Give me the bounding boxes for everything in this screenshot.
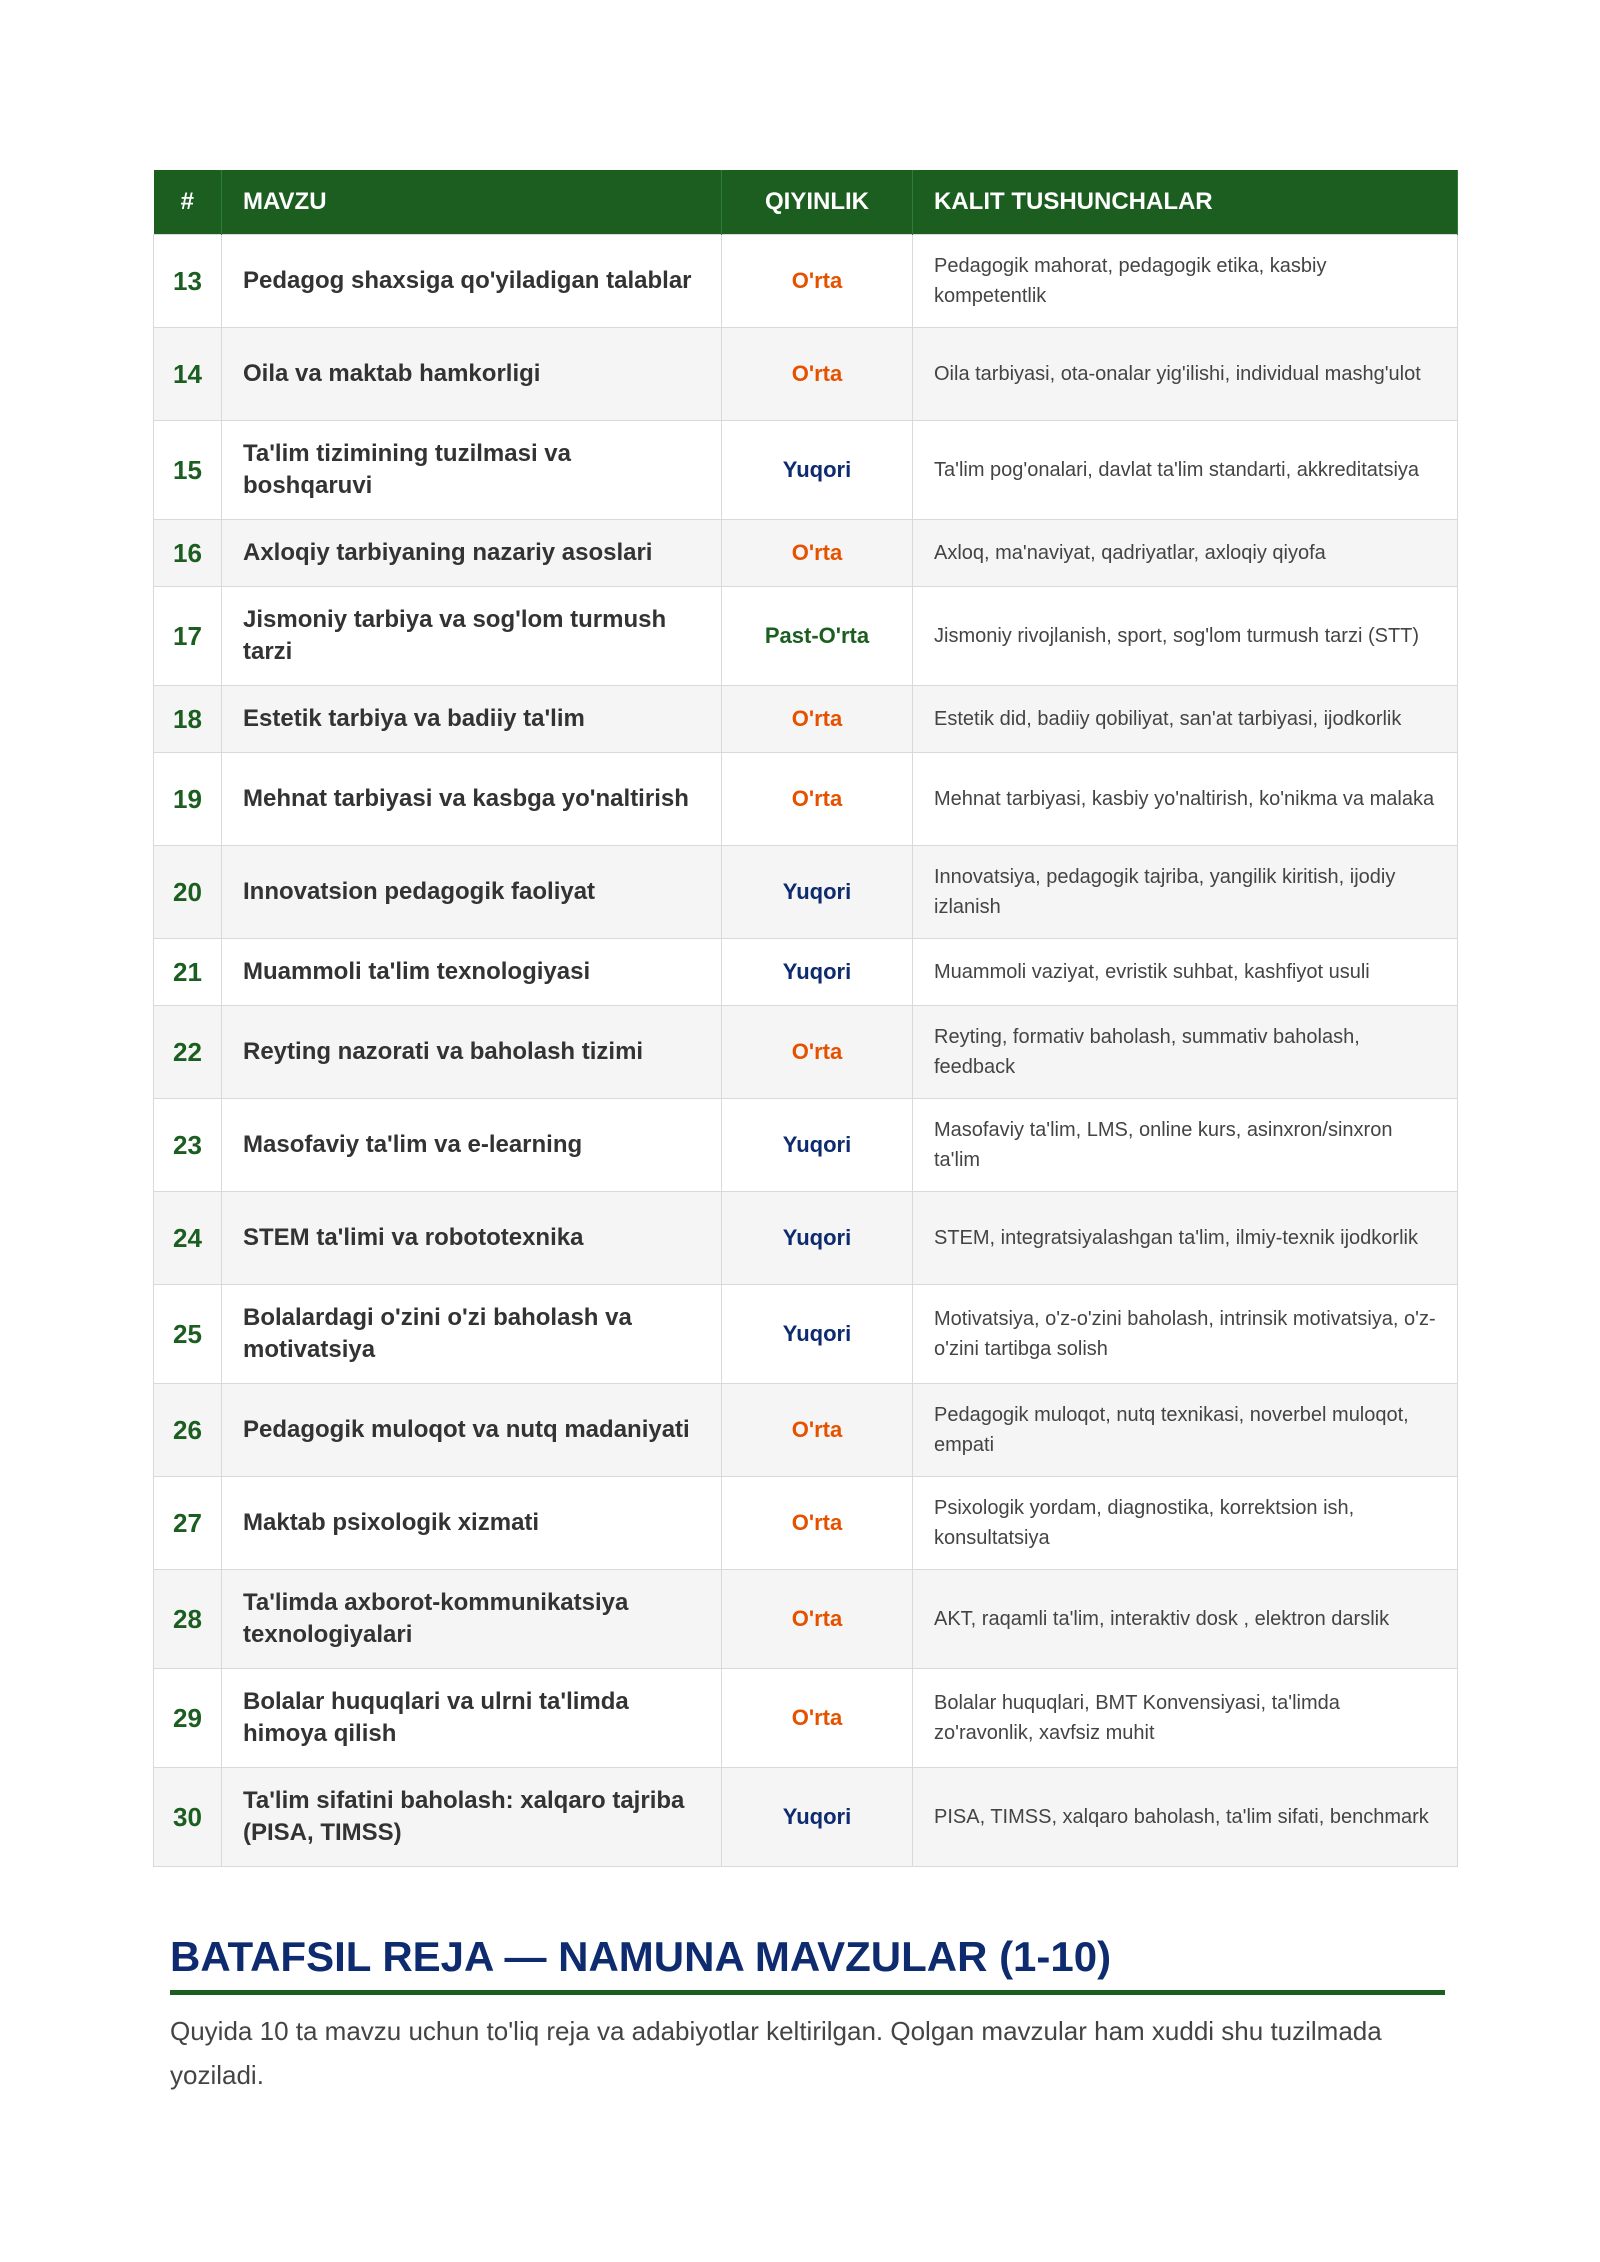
section-paragraph: Quyida 10 ta mavzu uchun to'liq reja va adabiyotlar keltirilgan. Qolgan mavzular ham xuddi shu tuzilmada yoziladi. [170,2016,1382,2090]
row-topic: Bolalar huquqlari va ulrni ta'limda himoya qilish [222,1669,722,1768]
row-difficulty: O'rta [722,1006,913,1099]
section-heading: BATAFSIL REJA — NAMUNA MAVZULAR (1-10) [170,1930,1445,1995]
header-difficulty: QIYINLIK [722,170,913,235]
row-difficulty: O'rta [722,328,913,421]
row-topic: Ta'lim tizimining tuzilmasi va boshqaruvi [222,421,722,520]
row-topic: Jismoniy tarbiya va sog'lom turmush tarzi [222,587,722,686]
row-num: 29 [154,1669,222,1768]
topics-table-container [153,170,1457,1867]
row-topic: Estetik tarbiya va badiiy ta'lim [222,686,722,753]
row-difficulty: Yuqori [722,939,913,1006]
table-row [154,939,1458,1006]
row-num: 16 [154,520,222,587]
row-difficulty: Past-O'rta [722,587,913,686]
row-difficulty: O'rta [722,753,913,846]
table-row [154,520,1458,587]
row-num: 18 [154,686,222,753]
row-topic: Axloqiy tarbiyaning nazariy asoslari [222,520,722,587]
row-topic: Masofaviy ta'lim va e-learning [222,1099,722,1192]
row-keywords: Pedagogik muloqot, nutq texnikasi, noverbel muloqot, empati [913,1384,1458,1477]
table-row [154,846,1458,939]
table-row [154,1384,1458,1477]
row-keywords: STEM, integratsiyalashgan ta'lim, ilmiy-texnik ijodkorlik [913,1192,1458,1285]
row-keywords: Estetik did, badiiy qobiliyat, san'at tarbiyasi, ijodkorlik [913,686,1458,753]
row-num: 21 [154,939,222,1006]
row-difficulty: Yuqori [722,846,913,939]
row-topic: Bolalardagi o'zini o'zi baholash va motivatsiya [222,1285,722,1384]
row-num: 27 [154,1477,222,1570]
row-num: 23 [154,1099,222,1192]
row-difficulty: Yuqori [722,1099,913,1192]
row-num: 19 [154,753,222,846]
row-difficulty: Yuqori [722,1285,913,1384]
table-row [154,1285,1458,1384]
table-row [154,753,1458,846]
row-keywords: AKT, raqamli ta'lim, interaktiv dosk , elektron darslik [913,1570,1458,1669]
row-keywords: Psixologik yordam, diagnostika, korrektsion ish, konsultatsiya [913,1477,1458,1570]
row-difficulty: Yuqori [722,1192,913,1285]
row-keywords: Mehnat tarbiyasi, kasbiy yo'naltirish, ko'nikma va malaka [913,753,1458,846]
row-num: 13 [154,235,222,328]
row-keywords: Ta'lim pog'onalari, davlat ta'lim standarti, akkreditatsiya [913,421,1458,520]
table-row [154,1192,1458,1285]
row-difficulty: O'rta [722,235,913,328]
row-keywords: Motivatsiya, o'z-o'zini baholash, intrinsik motivatsiya, o'z-o'zini tartibga solish [913,1285,1458,1384]
row-num: 20 [154,846,222,939]
row-keywords: Reyting, formativ baholash, summativ baholash, feedback [913,1006,1458,1099]
row-keywords: Bolalar huquqlari, BMT Konvensiyasi, ta'limda zo'ravonlik, xavfsiz muhit [913,1669,1458,1768]
row-num: 24 [154,1192,222,1285]
row-topic: Pedagogik muloqot va nutq madaniyati [222,1384,722,1477]
table-row [154,328,1458,421]
row-num: 30 [154,1768,222,1867]
row-topic: STEM ta'limi va robototexnika [222,1192,722,1285]
row-difficulty: O'rta [722,520,913,587]
table-row [154,1669,1458,1768]
detailed-plan-section [170,1930,1445,2097]
table-row [154,235,1458,328]
row-difficulty: Yuqori [722,1768,913,1867]
row-num: 25 [154,1285,222,1384]
row-num: 17 [154,587,222,686]
row-keywords: Jismoniy rivojlanish, sport, sog'lom turmush tarzi (STT) [913,587,1458,686]
row-difficulty: O'rta [722,1384,913,1477]
table-row [154,421,1458,520]
row-topic: Muammoli ta'lim texnologiyasi [222,939,722,1006]
row-keywords: Muammoli vaziyat, evristik suhbat, kashfiyot usuli [913,939,1458,1006]
row-topic: Oila va maktab hamkorligi [222,328,722,421]
table-header-row [154,170,1458,235]
row-keywords: Pedagogik mahorat, pedagogik etika, kasbiy kompetentlik [913,235,1458,328]
table-row [154,686,1458,753]
row-topic: Pedagog shaxsiga qo'yiladigan talablar [222,235,722,328]
row-keywords: Innovatsiya, pedagogik tajriba, yangilik kiritish, ijodiy izlanish [913,846,1458,939]
table-row [154,1099,1458,1192]
row-topic: Innovatsion pedagogik faoliyat [222,846,722,939]
table-row [154,1768,1458,1867]
table-row [154,1570,1458,1669]
row-keywords: Masofaviy ta'lim, LMS, online kurs, asinxron/sinxron ta'lim [913,1099,1458,1192]
table-row [154,587,1458,686]
row-topic: Reyting nazorati va baholash tizimi [222,1006,722,1099]
table-row [154,1477,1458,1570]
row-num: 15 [154,421,222,520]
row-keywords: Oila tarbiyasi, ota-onalar yig'ilishi, individual mashg'ulot [913,328,1458,421]
header-num: # [154,170,222,235]
row-keywords: Axloq, ma'naviyat, qadriyatlar, axloqiy qiyofa [913,520,1458,587]
row-difficulty: O'rta [722,1477,913,1570]
row-topic: Maktab psixologik xizmati [222,1477,722,1570]
header-keywords: KALIT TUSHUNCHALAR [913,170,1458,235]
row-difficulty: O'rta [722,686,913,753]
row-topic: Ta'limda axborot-kommunikatsiya texnologiyalari [222,1570,722,1669]
row-keywords: PISA, TIMSS, xalqaro baholash, ta'lim sifati, benchmark [913,1768,1458,1867]
row-difficulty: O'rta [722,1669,913,1768]
row-difficulty: Yuqori [722,421,913,520]
table-row [154,1006,1458,1099]
header-topic: MAVZU [222,170,722,235]
row-topic: Mehnat tarbiyasi va kasbga yo'naltirish [222,753,722,846]
row-num: 14 [154,328,222,421]
topics-table [153,170,1458,1867]
row-difficulty: O'rta [722,1570,913,1669]
row-num: 22 [154,1006,222,1099]
row-num: 28 [154,1570,222,1669]
row-topic: Ta'lim sifatini baholash: xalqaro tajriba (PISA, TIMSS) [222,1768,722,1867]
row-num: 26 [154,1384,222,1477]
